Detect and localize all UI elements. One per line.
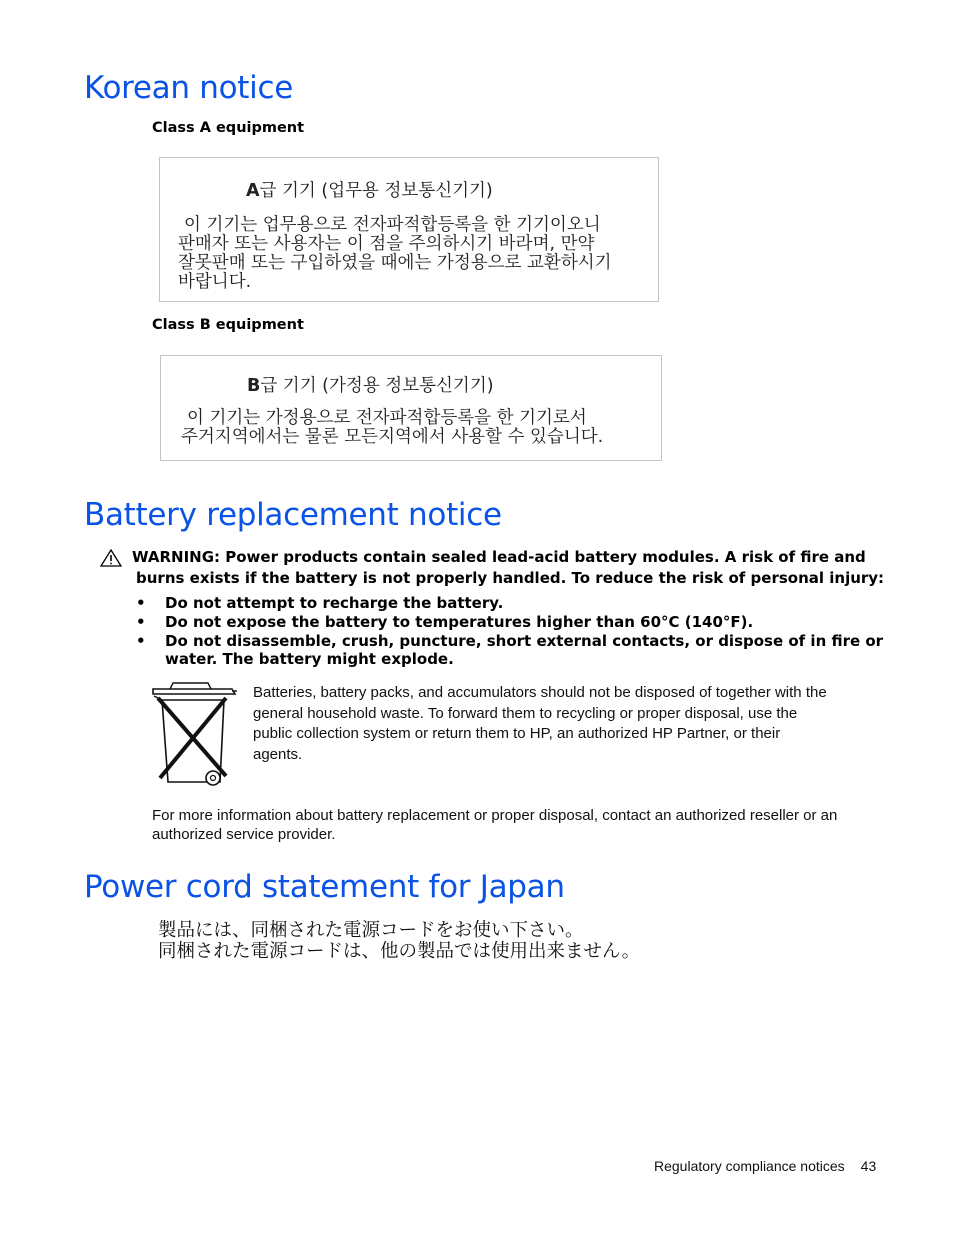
class-b-korean-statement <box>160 355 662 461</box>
class-a-label: Class A equipment <box>152 120 305 136</box>
warning-text-line-1: WARNING: Power products contain sealed lead-acid battery modules. A risk of fire and <box>132 548 866 566</box>
bullet-dot: • <box>136 632 146 650</box>
class-b-text: 이 기기는 가정용으로 전자파적합등록을 한 기기로서 주거지역에서는 물론 모든지역에서 사용할 수 있습니다. <box>181 408 604 447</box>
bullet-dot: • <box>136 594 146 612</box>
page-number: 43 <box>860 1158 877 1174</box>
bullet-dot: • <box>136 613 146 631</box>
warning-triangle-icon <box>100 549 122 567</box>
more-info-paragraph: For more information about battery replacement or proper disposal, contact an authorized reseller or an authorized service provider. <box>152 807 838 843</box>
page-footer <box>654 1158 876 1174</box>
bullet-text: Do not expose the battery to temperatures higher than 60°C (140°F). <box>165 613 754 631</box>
disposal-paragraph: Batteries, battery packs, and accumulators should not be disposed of together with the general household waste. To forward them to recycling or proper disposal, use the public collection system or return them to HP, an authorized HP Partner, or their agents. <box>253 684 827 763</box>
footer-label: Regulatory compliance notices <box>654 1158 845 1174</box>
japan-power-cord-statement: 製品には、同梱された電源コードをお使い下さい。 同梱された電源コードは、他の製品では使用出来ません。 <box>158 920 641 962</box>
class-a-korean-statement <box>159 157 659 302</box>
class-b-title: B급 기기 (가정용 정보통신기기) <box>247 376 494 396</box>
heading-power-cord-japan: Power cord statement for Japan <box>84 869 565 905</box>
bullet-text: Do not disassemble, crush, puncture, short external contacts, or dispose of in fire or <box>165 632 884 650</box>
bullet-text: water. The battery might explode. <box>165 650 454 668</box>
class-a-text: 이 기기는 업무용으로 전자파적합등록을 한 기기이오니 판매자 또는 사용자는 이 점을 주의하시기 바라며, 만약 잘못판매 또는 구입하였을 때에는 가정용으로 교환하시기 바랍니다. <box>178 215 612 292</box>
class-a-title: A급 기기 (업무용 정보통신기기) <box>246 181 493 201</box>
heading-battery-replacement: Battery replacement notice <box>84 497 502 533</box>
class-b-label: Class B equipment <box>152 317 304 333</box>
crossed-out-wheelie-bin-icon <box>148 678 240 790</box>
heading-korean-notice: Korean notice <box>84 70 293 106</box>
warning-text-line-2: burns exists if the battery is not properly handled. To reduce the risk of personal injury: <box>136 569 885 587</box>
bullet-text: Do not attempt to recharge the battery. <box>165 594 504 612</box>
